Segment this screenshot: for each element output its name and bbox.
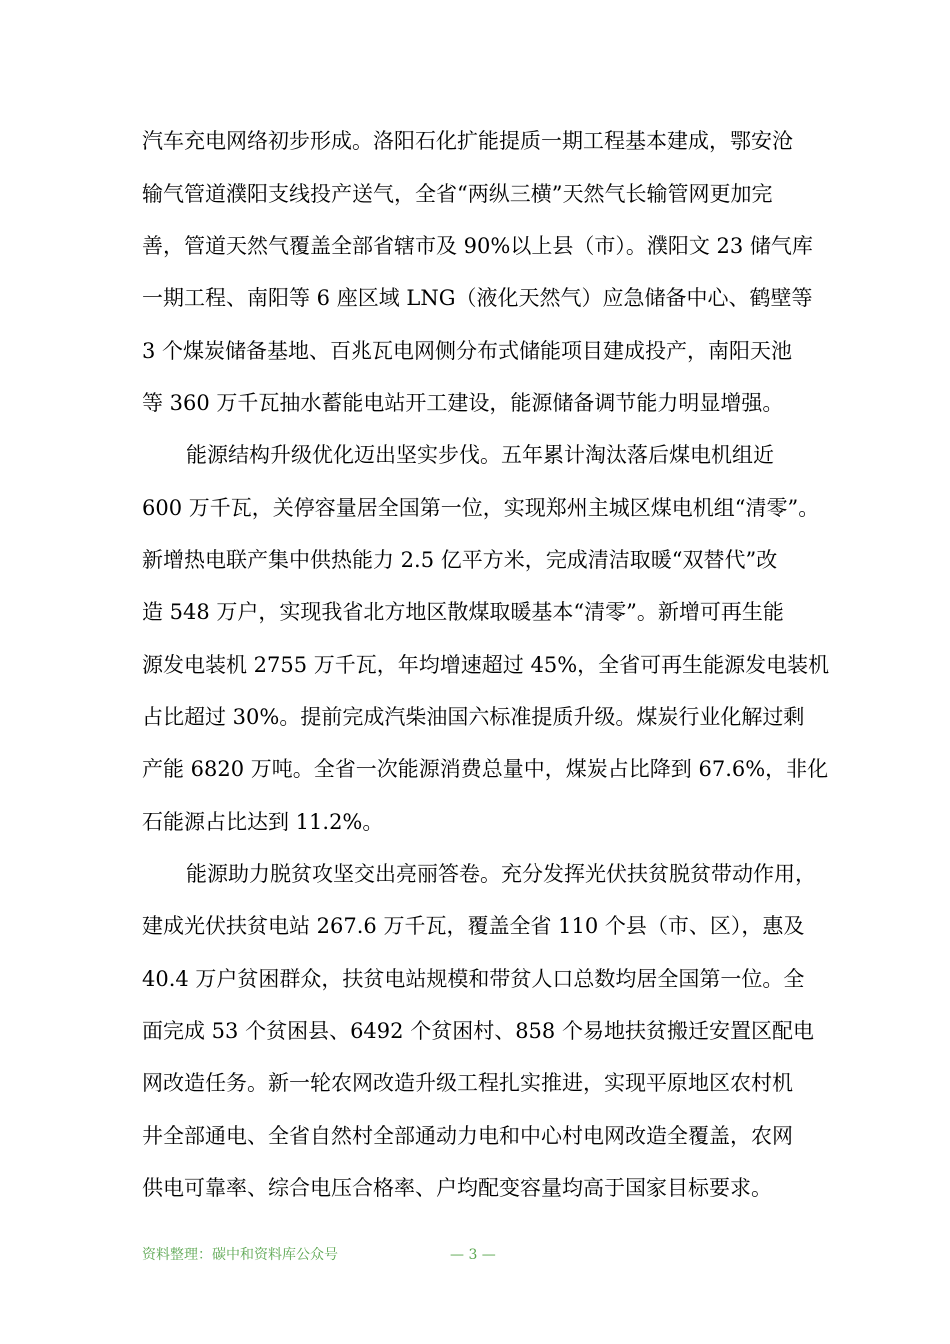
page-number: — 3 —: [450, 1247, 496, 1263]
text-line: 善，管道天然气覆盖全部省辖市及 90%以上县（市）。濮阳文 23 储气库: [142, 234, 813, 258]
text-line: 井全部通电、全省自然村全部通动力电和中心村电网改造全覆盖，农网: [142, 1124, 793, 1148]
text-line: 造 548 万户，实现我省北方地区散煤取暖基本“清零”。新增可再生能: [142, 600, 784, 624]
text-line: 面完成 53 个贫困县、6492 个贫困村、858 个易地扶贫搬迁安置区配电: [142, 1019, 814, 1043]
text-line: 供电可靠率、综合电压合格率、户均配变容量均高于国家目标要求。: [142, 1176, 772, 1200]
text-line: 汽车充电网络初步形成。洛阳石化扩能提质一期工程基本建成，鄂安沧: [142, 129, 793, 153]
text-line: 600 万千瓦，关停容量居全国第一位，实现郑州主城区煤电机组“清零”。: [142, 496, 820, 520]
text-line: 3 个煤炭储备基地、百兆瓦电网侧分布式储能项目建成投产，南阳天池: [142, 339, 793, 363]
text-line: 输气管道濮阳支线投产送气，全省“两纵三横”天然气长输管网更加完: [142, 182, 773, 206]
text-line: 占比超过 30%。提前完成汽柴油国六标准提质升级。煤炭行业化解过剩: [142, 705, 805, 729]
paragraph-start-line: 能源结构升级优化迈出坚实步伐。五年累计淘汰落后煤电机组近: [186, 443, 774, 467]
paragraph-start-line: 能源助力脱贫攻坚交出亮丽答卷。充分发挥光伏扶贫脱贫带动作用，: [186, 862, 816, 886]
text-line: 新增热电联产集中供热能力 2.5 亿平方米，完成清洁取暖“双替代”改: [142, 548, 778, 572]
text-line: 40.4 万户贫困群众，扶贫电站规模和带贫人口总数均居全国第一位。全: [142, 967, 805, 991]
text-line: 等 360 万千瓦抽水蓄能电站开工建设，能源储备调节能力明显增强。: [142, 391, 784, 415]
text-line: 网改造任务。新一轮农网改造升级工程扎实推进，实现平原地区农村机: [142, 1071, 793, 1095]
text-line: 产能 6820 万吨。全省一次能源消费总量中，煤炭占比降到 67.6%，非化: [142, 757, 829, 781]
footer-source: 资料整理：碳中和资料库公众号: [142, 1247, 338, 1263]
text-line: 一期工程、南阳等 6 座区域 LNG（液化天然气）应急储备中心、鹤壁等: [142, 286, 813, 310]
text-line: 源发电装机 2755 万千瓦，年均增速超过 45%，全省可再生能源发电装机: [142, 653, 830, 677]
text-line: 石能源占比达到 11.2%。: [142, 810, 384, 834]
text-line: 建成光伏扶贫电站 267.6 万千瓦，覆盖全省 110 个县（市、区），惠及: [142, 914, 805, 938]
